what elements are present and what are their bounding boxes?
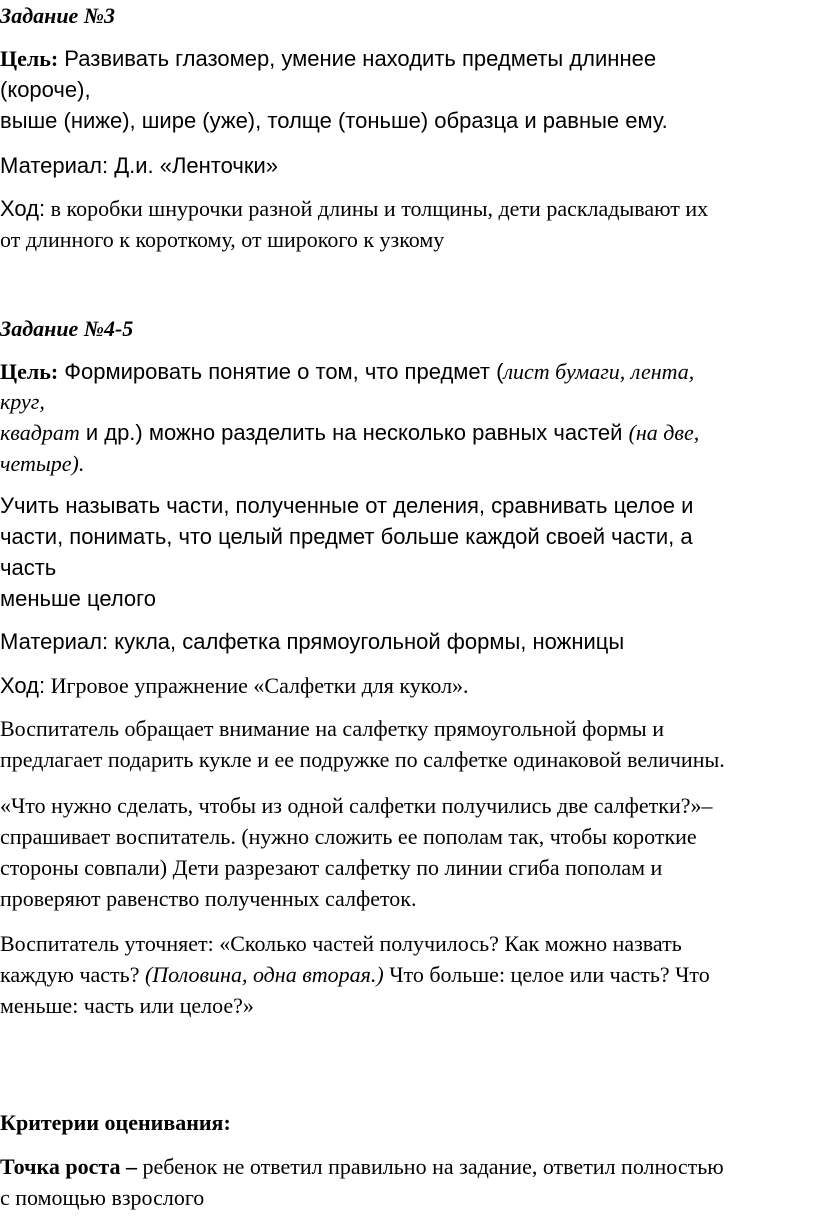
task45-para3-answer: (Половина, одна вторая.) xyxy=(144,962,384,987)
task45-process-text: Игровое упражнение «Салфетки для кукол». xyxy=(45,673,469,698)
task45-para3-text-c: Что больше: целое или часть? Что xyxy=(383,962,710,987)
task45-para1-line2: предлагает подарить кукле и ее подружке по салфетке одинаковой величины. xyxy=(0,747,725,772)
task45-para2-line1: «Что нужно сделать, чтобы из одной салфетки получились две салфетки?»– xyxy=(0,793,713,818)
task45-heading: Задание №4-5 xyxy=(0,316,134,341)
task45-para1-line1: Воспитатель обращает внимание на салфетку прямоугольной формы и xyxy=(0,716,664,741)
task45-goal-square: квадрат xyxy=(0,420,80,445)
task3-process-line1 xyxy=(0,196,708,222)
task3-material: Материал: Д.и. «Ленточки» xyxy=(0,153,278,178)
task3-process-label: Ход: xyxy=(0,196,46,221)
task45-para2-line4: проверяют равенство полученных салфеток. xyxy=(0,886,417,911)
criteria-growth-line2: с помощью взрослого xyxy=(0,1185,205,1210)
task45-goal-text: Формировать понятие о том, что предмет ( xyxy=(58,359,504,384)
task3-goal-line3: выше (ниже), шире (уже), толще (тоньше) образца и равные ему. xyxy=(0,108,668,133)
task45-goal-line3 xyxy=(0,420,699,446)
task45-teach-line3: часть xyxy=(0,555,57,580)
task3-goal-line1 xyxy=(0,46,656,72)
task3-process-text: в коробки шнурочки разной длины и толщины, дети раскладывают их xyxy=(45,196,709,221)
criteria-growth-label: Точка роста – xyxy=(0,1154,137,1179)
task3-goal-line2: (короче), xyxy=(0,77,91,102)
criteria-growth-line1 xyxy=(0,1154,724,1180)
task45-process xyxy=(0,673,469,699)
task45-goal-examples: лист бумаги, лента, xyxy=(503,359,695,384)
task3-goal-label: Цель: xyxy=(0,46,59,71)
task45-para3-line3: меньше: часть или целое?» xyxy=(0,993,254,1018)
task45-goal-parts: (на две, xyxy=(628,420,700,445)
task3-heading: Задание №3 xyxy=(0,3,115,28)
task3-process-line2: от длинного к короткому, от широкого к узкому xyxy=(0,227,445,252)
task45-teach-line4: меньше целого xyxy=(0,586,156,611)
criteria-heading: Критерии оценивания: xyxy=(0,1110,231,1135)
task3-goal-text: Развивать глазомер, умение находить предметы длиннее xyxy=(58,46,657,71)
task45-teach-line1: Учить называть части, полученные от деления, сравнивать целое и xyxy=(0,493,694,518)
task45-goal-divide: и др.) можно разделить на несколько равных частей xyxy=(79,420,629,445)
task45-goal-line1 xyxy=(0,359,694,385)
task45-para2-line3: стороны совпали) Дети разрезают салфетку по линии сгиба пополам и xyxy=(0,855,663,880)
task45-process-label: Ход: xyxy=(0,673,46,698)
task45-goal-label: Цель: xyxy=(0,359,59,384)
task45-goal-line4: четыре). xyxy=(0,451,85,476)
task45-para3-line1: Воспитатель уточняет: «Сколько частей получилось? Как можно назвать xyxy=(0,931,682,956)
task45-para3-text-a: каждую часть? xyxy=(0,962,145,987)
task45-teach-line2: части, понимать, что целый предмет больше каждой своей части, а xyxy=(0,524,693,549)
task45-para2-line2: спрашивает воспитатель. (нужно сложить ее пополам так, чтобы короткие xyxy=(0,824,697,849)
task45-material: Материал: кукла, салфетка прямоугольной формы, ножницы xyxy=(0,629,625,654)
criteria-growth-text: ребенок не ответил правильно на задание, ответил полностью xyxy=(136,1154,724,1179)
task45-para3-line2 xyxy=(0,962,710,988)
task45-goal-line2: круг, xyxy=(0,389,45,414)
